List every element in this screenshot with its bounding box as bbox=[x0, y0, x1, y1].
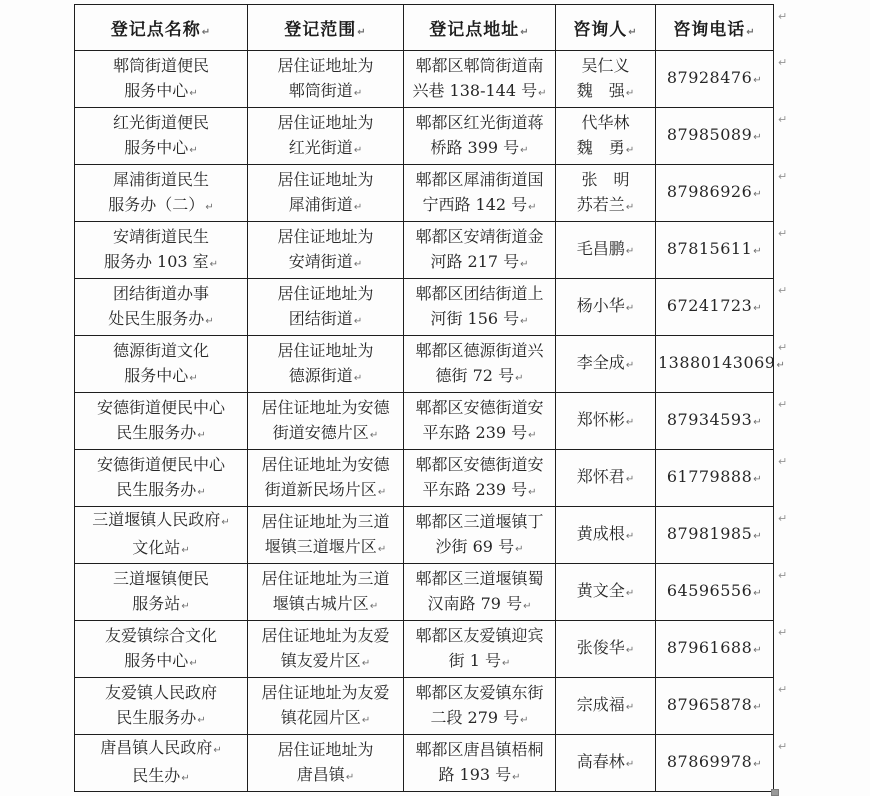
table-resize-handle[interactable] bbox=[771, 789, 779, 796]
cell-registration-scope[interactable]: 居住证地址为安德 街道安德片区↵ bbox=[248, 393, 404, 450]
table-row bbox=[75, 621, 774, 678]
paragraph-mark-icon: ↵ bbox=[753, 417, 763, 428]
cell-registration-scope[interactable]: 居住证地址为 唐昌镇↵ bbox=[248, 735, 404, 792]
paragraph-mark-icon: ↵ bbox=[753, 531, 763, 542]
paragraph-mark-icon: ↵ bbox=[753, 246, 763, 257]
table-row bbox=[75, 108, 774, 165]
paragraph-mark-icon: ↵ bbox=[501, 657, 511, 669]
cell-registration-scope[interactable]: 居住证地址为友爱 镇花园片区↵ bbox=[248, 678, 404, 735]
cell-registration-scope[interactable]: 居住证地址为三道 堰镇古城片区↵ bbox=[248, 564, 404, 621]
table-row bbox=[75, 450, 774, 507]
table-row bbox=[75, 564, 774, 621]
cell-registration-address[interactable]: 郫都区唐昌镇梧桐 路 193 号↵ bbox=[404, 735, 556, 792]
paragraph-mark-icon: ↵ bbox=[753, 474, 763, 485]
paragraph-mark-icon: ↵ bbox=[538, 87, 547, 99]
row-end-mark-icon: ↵ bbox=[778, 682, 788, 696]
paragraph-mark-icon: ↵ bbox=[625, 531, 635, 542]
table-row bbox=[75, 678, 774, 735]
column-header[interactable]: 咨询人↵ bbox=[556, 5, 656, 51]
paragraph-mark-icon: ↵ bbox=[625, 303, 635, 314]
row-end-mark-icon: ↵ bbox=[778, 169, 788, 183]
row-end-mark-icon: ↵ bbox=[778, 55, 788, 69]
cell-registration-point-name[interactable]: 安德街道便民中心 民生服务办↵ bbox=[75, 393, 248, 450]
cell-contact-person[interactable]: 郑怀君↵ bbox=[556, 450, 656, 507]
table-row bbox=[75, 51, 774, 108]
row-end-mark-icon: ↵ bbox=[778, 283, 788, 297]
cell-registration-point-name[interactable]: 犀浦街道民生 服务办（二）↵ bbox=[75, 165, 248, 222]
paragraph-mark-icon: ↵ bbox=[512, 771, 521, 783]
cell-registration-address[interactable]: 郫都区安靖街道金 河路 217 号↵ bbox=[404, 222, 556, 279]
paragraph-mark-icon: ↵ bbox=[625, 87, 635, 99]
row-end-mark-icon: ↵ bbox=[778, 226, 788, 240]
paragraph-mark-icon: ↵ bbox=[625, 144, 635, 156]
cell-registration-point-name[interactable]: 安德街道便民中心 民生服务办↵ bbox=[75, 450, 248, 507]
paragraph-mark-icon: ↵ bbox=[520, 714, 529, 726]
paragraph-mark-icon: ↵ bbox=[753, 645, 763, 656]
cell-contact-phone[interactable]: 87934593↵ bbox=[656, 393, 774, 450]
paragraph-mark-icon: ↵ bbox=[213, 745, 222, 756]
paragraph-mark-icon: ↵ bbox=[753, 132, 763, 143]
cell-contact-phone[interactable]: 61779888↵ bbox=[656, 450, 774, 507]
cell-registration-scope[interactable]: 居住证地址为 犀浦街道↵ bbox=[248, 165, 404, 222]
paragraph-mark-icon: ↵ bbox=[625, 417, 635, 428]
cell-registration-scope[interactable]: 居住证地址为 安靖街道↵ bbox=[248, 222, 404, 279]
paragraph-mark-icon: ↵ bbox=[515, 372, 524, 384]
paragraph-mark-icon: ↵ bbox=[181, 600, 190, 612]
paragraph-mark-icon: ↵ bbox=[369, 600, 379, 612]
cell-registration-scope[interactable]: 居住证地址为三道 堰镇三道堰片区↵ bbox=[248, 507, 404, 564]
paragraph-mark-icon: ↵ bbox=[625, 201, 635, 213]
paragraph-mark-icon: ↵ bbox=[189, 144, 198, 156]
cell-contact-person[interactable]: 张 明 苏若兰↵ bbox=[556, 165, 656, 222]
cell-contact-phone[interactable]: 87815611↵ bbox=[656, 222, 774, 279]
table-row bbox=[75, 336, 774, 393]
paragraph-mark-icon: ↵ bbox=[361, 714, 371, 726]
cell-registration-point-name[interactable]: 团结街道办事 处民生服务办↵ bbox=[75, 279, 248, 336]
cell-registration-address[interactable]: 郫都区三道堰镇丁 沙街 69 号↵ bbox=[404, 507, 556, 564]
paragraph-mark-icon: ↵ bbox=[628, 27, 638, 38]
cell-contact-person[interactable]: 高春林↵ bbox=[556, 735, 656, 792]
cell-contact-person[interactable]: 李全成↵ bbox=[556, 336, 656, 393]
cell-contact-person[interactable]: 代华林 魏 勇↵ bbox=[556, 108, 656, 165]
paragraph-mark-icon: ↵ bbox=[353, 201, 363, 213]
paragraph-mark-icon: ↵ bbox=[209, 258, 219, 270]
header-row bbox=[75, 5, 774, 51]
paragraph-mark-icon: ↵ bbox=[357, 27, 367, 38]
cell-contact-person[interactable]: 郑怀彬↵ bbox=[556, 393, 656, 450]
paragraph-mark-icon: ↵ bbox=[625, 645, 635, 656]
cell-registration-address[interactable]: 郫都区德源街道兴 德街 72 号↵ bbox=[404, 336, 556, 393]
paragraph-mark-icon: ↵ bbox=[205, 201, 214, 213]
paragraph-mark-icon: ↵ bbox=[753, 702, 763, 713]
row-end-mark-icon: ↵ bbox=[778, 511, 788, 525]
cell-contact-person[interactable]: 张俊华↵ bbox=[556, 621, 656, 678]
cell-registration-address[interactable]: 郫都区团结街道上 河街 156 号↵ bbox=[404, 279, 556, 336]
paragraph-mark-icon: ↵ bbox=[753, 75, 763, 86]
cell-registration-point-name[interactable]: 红光街道便民 服务中心↵ bbox=[75, 108, 248, 165]
cell-registration-address[interactable]: 郫都区安德街道安 平东路 239 号↵ bbox=[404, 393, 556, 450]
paragraph-mark-icon: ↵ bbox=[197, 714, 206, 726]
paragraph-mark-icon: ↵ bbox=[625, 588, 635, 599]
cell-contact-phone[interactable]: 87961688↵ bbox=[656, 621, 774, 678]
cell-registration-scope[interactable]: 居住证地址为 团结街道↵ bbox=[248, 279, 404, 336]
paragraph-mark-icon: ↵ bbox=[523, 600, 532, 612]
row-end-mark-icon: ↵ bbox=[778, 454, 788, 468]
cell-registration-address[interactable]: 郫都区三道堰镇蜀 汉南路 79 号↵ bbox=[404, 564, 556, 621]
paragraph-mark-icon: ↵ bbox=[520, 315, 529, 327]
cell-registration-scope[interactable]: 居住证地址为友爱 镇友爱片区↵ bbox=[248, 621, 404, 678]
row-end-mark-icon: ↵ bbox=[778, 112, 788, 126]
cell-registration-point-name[interactable]: 三道堰镇人民政府↵ 文化站↵ bbox=[75, 507, 248, 564]
cell-registration-point-name[interactable]: 友爱镇综合文化 服务中心↵ bbox=[75, 621, 248, 678]
paragraph-mark-icon: ↵ bbox=[753, 588, 763, 599]
row-end-mark-icon: ↵ bbox=[778, 340, 788, 354]
row-end-mark-icon: ↵ bbox=[778, 568, 788, 582]
cell-registration-address[interactable]: 郫都区红光街道蒋 桥路 399 号↵ bbox=[404, 108, 556, 165]
row-end-mark-icon: ↵ bbox=[778, 397, 788, 411]
paragraph-mark-icon: ↵ bbox=[520, 27, 530, 38]
cell-contact-phone[interactable]: 87965878↵ bbox=[656, 678, 774, 735]
paragraph-mark-icon: ↵ bbox=[520, 144, 529, 156]
paragraph-mark-icon: ↵ bbox=[189, 657, 198, 669]
paragraph-mark-icon: ↵ bbox=[528, 486, 537, 498]
table-row bbox=[75, 165, 774, 222]
cell-registration-scope[interactable]: 居住证地址为 红光街道↵ bbox=[248, 108, 404, 165]
cell-registration-point-name[interactable]: 唐昌镇人民政府↵ 民生办↵ bbox=[75, 735, 248, 792]
row-end-mark-icon: ↵ bbox=[778, 625, 788, 639]
cell-registration-point-name[interactable]: 友爱镇人民政府 民生服务办↵ bbox=[75, 678, 248, 735]
paragraph-mark-icon: ↵ bbox=[520, 258, 529, 270]
paragraph-mark-icon: ↵ bbox=[353, 87, 363, 99]
column-header[interactable]: 登记点名称↵ bbox=[75, 5, 248, 51]
paragraph-mark-icon: ↵ bbox=[528, 429, 537, 441]
paragraph-mark-icon: ↵ bbox=[205, 315, 214, 327]
paragraph-mark-icon: ↵ bbox=[353, 315, 363, 327]
cell-registration-point-name[interactable]: 安靖街道民生 服务办 103 室↵ bbox=[75, 222, 248, 279]
paragraph-mark-icon: ↵ bbox=[201, 27, 212, 38]
paragraph-mark-icon: ↵ bbox=[753, 303, 763, 314]
cell-registration-address[interactable]: 郫都区郫筒街道南 兴巷 138-144 号↵ bbox=[404, 51, 556, 108]
cell-contact-person[interactable]: 毛昌鹏↵ bbox=[556, 222, 656, 279]
table-row bbox=[75, 393, 774, 450]
table-row bbox=[75, 279, 774, 336]
paragraph-mark-icon: ↵ bbox=[189, 87, 198, 99]
cell-contact-person[interactable]: 黄文全↵ bbox=[556, 564, 656, 621]
cell-contact-phone[interactable]: 87928476↵ bbox=[656, 51, 774, 108]
paragraph-mark-icon: ↵ bbox=[625, 474, 635, 485]
paragraph-mark-icon: ↵ bbox=[776, 360, 786, 371]
paragraph-mark-icon: ↵ bbox=[377, 486, 387, 498]
cell-registration-point-name[interactable]: 德源街道文化 服务中心↵ bbox=[75, 336, 248, 393]
column-header[interactable]: 登记点地址↵ bbox=[404, 5, 556, 51]
paragraph-mark-icon: ↵ bbox=[181, 545, 190, 556]
paragraph-mark-icon: ↵ bbox=[625, 702, 635, 713]
row-end-mark-icon: ↵ bbox=[778, 739, 788, 753]
table-row bbox=[75, 222, 774, 279]
cell-registration-address[interactable]: 郫都区犀浦街道国 宁西路 142 号↵ bbox=[404, 165, 556, 222]
cell-contact-phone[interactable]: 87985089↵ bbox=[656, 108, 774, 165]
registration-table bbox=[74, 4, 786, 792]
paragraph-mark-icon: ↵ bbox=[353, 258, 363, 270]
paragraph-mark-icon: ↵ bbox=[377, 543, 387, 555]
cell-contact-phone[interactable]: 67241723↵ bbox=[656, 279, 774, 336]
cell-registration-address[interactable]: 郫都区友爱镇迎宾 街 1 号↵ bbox=[404, 621, 556, 678]
table-row bbox=[75, 507, 774, 564]
paragraph-mark-icon: ↵ bbox=[221, 517, 230, 528]
paragraph-mark-icon: ↵ bbox=[625, 759, 635, 770]
column-header[interactable]: 咨询电话↵ bbox=[656, 5, 774, 51]
cell-registration-point-name[interactable]: 三道堰镇便民 服务站↵ bbox=[75, 564, 248, 621]
cell-registration-scope[interactable]: 居住证地址为 德源街道↵ bbox=[248, 336, 404, 393]
paragraph-mark-icon: ↵ bbox=[353, 144, 363, 156]
paragraph-mark-icon: ↵ bbox=[753, 759, 763, 770]
paragraph-mark-icon: ↵ bbox=[528, 201, 537, 213]
paragraph-mark-icon: ↵ bbox=[746, 27, 756, 38]
paragraph-mark-icon: ↵ bbox=[625, 360, 635, 371]
cell-registration-point-name[interactable]: 郫筒街道便民 服务中心↵ bbox=[75, 51, 248, 108]
cell-contact-phone[interactable]: 87869978↵ bbox=[656, 735, 774, 792]
cell-registration-address[interactable]: 郫都区友爱镇东街 二段 279 号↵ bbox=[404, 678, 556, 735]
cell-contact-person[interactable]: 黄成根↵ bbox=[556, 507, 656, 564]
cell-registration-scope[interactable]: 居住证地址为安德 街道新民场片区↵ bbox=[248, 450, 404, 507]
cell-contact-person[interactable]: 宗成福↵ bbox=[556, 678, 656, 735]
row-end-mark-icon: ↵ bbox=[778, 9, 788, 23]
column-header[interactable]: 登记范围↵ bbox=[248, 5, 404, 51]
paragraph-mark-icon: ↵ bbox=[197, 486, 206, 498]
paragraph-mark-icon: ↵ bbox=[189, 372, 198, 384]
cell-contact-person[interactable]: 吴仁义 魏 强↵ bbox=[556, 51, 656, 108]
cell-contact-phone[interactable]: 64596556↵ bbox=[656, 564, 774, 621]
paragraph-mark-icon: ↵ bbox=[369, 429, 379, 441]
paragraph-mark-icon: ↵ bbox=[753, 189, 763, 200]
cell-contact-phone[interactable]: 87981985↵ bbox=[656, 507, 774, 564]
paragraph-mark-icon: ↵ bbox=[353, 372, 363, 384]
paragraph-mark-icon: ↵ bbox=[345, 771, 355, 783]
cell-registration-scope[interactable]: 居住证地址为 郫筒街道↵ bbox=[248, 51, 404, 108]
paragraph-mark-icon: ↵ bbox=[515, 543, 524, 555]
cell-contact-person[interactable]: 杨小华↵ bbox=[556, 279, 656, 336]
cell-registration-address[interactable]: 郫都区安德街道安 平东路 239 号↵ bbox=[404, 450, 556, 507]
cell-contact-phone[interactable]: 87986926↵ bbox=[656, 165, 774, 222]
table-row bbox=[75, 735, 774, 792]
paragraph-mark-icon: ↵ bbox=[625, 246, 635, 257]
paragraph-mark-icon: ↵ bbox=[197, 429, 206, 441]
paragraph-mark-icon: ↵ bbox=[181, 773, 190, 784]
paragraph-mark-icon: ↵ bbox=[361, 657, 371, 669]
cell-contact-phone[interactable]: 13880143069↵ bbox=[656, 336, 774, 393]
